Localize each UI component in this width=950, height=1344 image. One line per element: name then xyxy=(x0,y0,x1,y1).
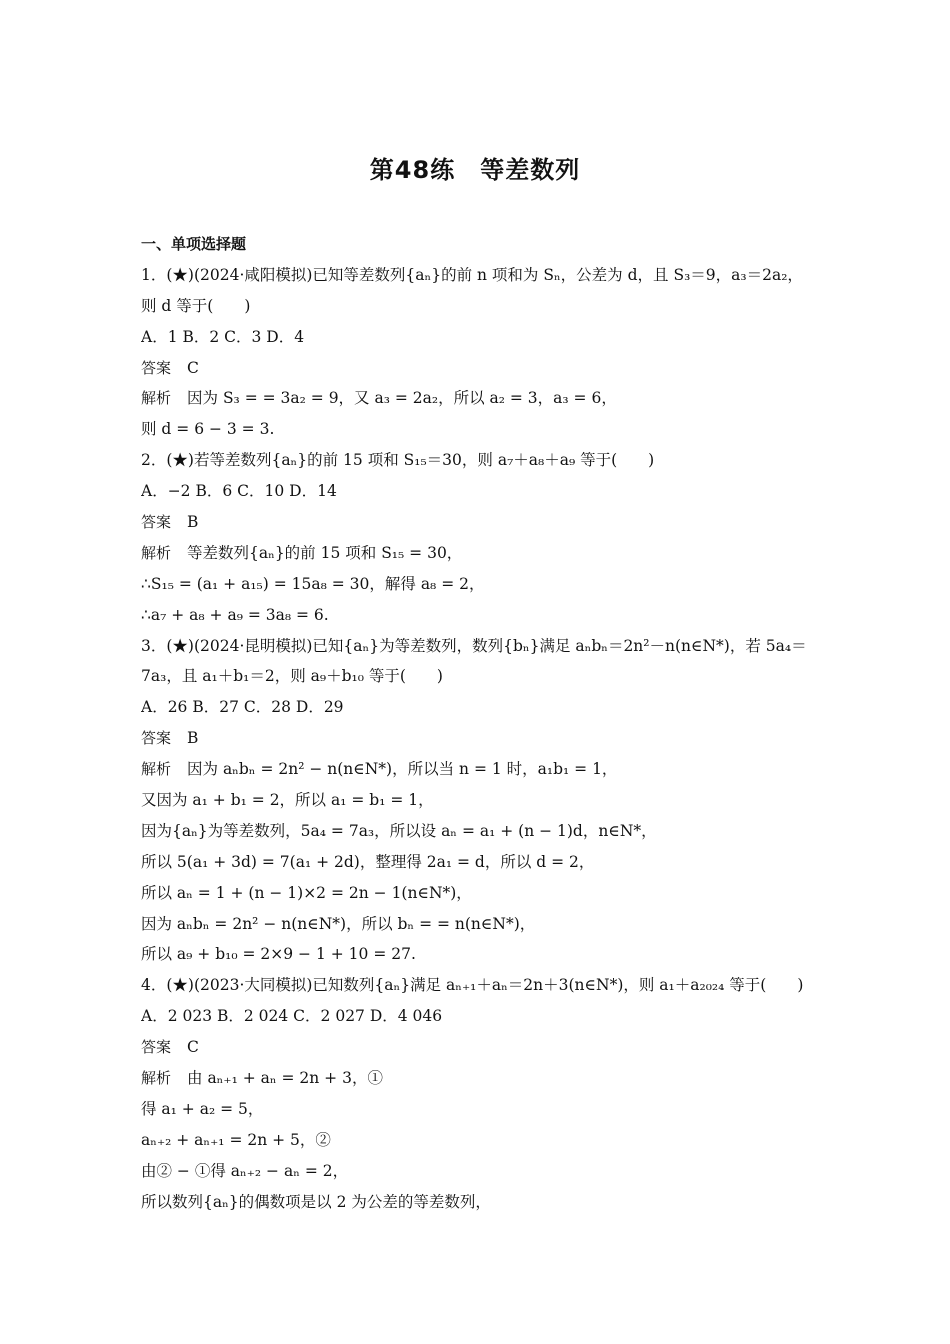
text-text: ∴a₇ + a₈ + a₉ = 3a₈ = 6. xyxy=(141,605,329,624)
text-line xyxy=(141,414,821,445)
question-line xyxy=(141,445,821,476)
text-line xyxy=(141,1156,821,1187)
text-line xyxy=(141,600,821,631)
analysis-label: 解析 xyxy=(141,389,172,408)
question-line xyxy=(141,260,821,291)
analysis-label: 解析 xyxy=(141,760,172,779)
text-text: 因为 aₙbₙ = 2n² − n(n∈N*)，所以 bₙ = = n(n∈N*)， xyxy=(141,914,536,933)
text-line xyxy=(141,878,821,909)
analysis-label: 解析 xyxy=(141,1069,172,1088)
answer-line xyxy=(141,1063,821,1094)
section-text: 一、单项选择题 xyxy=(141,235,247,253)
answer-label: 答案 xyxy=(141,729,172,748)
options-text: A．1 B．2 C．3 D．4 xyxy=(141,327,305,346)
text-line xyxy=(141,939,821,970)
options-line xyxy=(141,322,821,353)
text-text: 所以数列{aₙ}的偶数项是以 2 为公差的等差数列， xyxy=(141,1192,491,1211)
question-text: 7a₃，且 a₁＋b₁＝2，则 a₉＋b₁₀ 等于( ) xyxy=(141,667,443,686)
question-text: 则 d 等于( ) xyxy=(141,296,251,315)
options-text: A．26 B．27 C．28 D．29 xyxy=(141,698,344,717)
options-text: A．2 023 B．2 024 C．2 027 D．4 046 xyxy=(141,1007,443,1026)
text-text: 得 a₁ + a₂ = 5， xyxy=(141,1099,264,1118)
answer-text: 因为 S₃ = = 3a₂ = 9，又 a₃ = 2a₂，所以 a₂ = 3，a₃ = 6， xyxy=(187,389,617,408)
text-line xyxy=(141,1094,821,1125)
answer-label: 答案 xyxy=(141,513,172,532)
text-text: 所以 aₙ = 1 + (n − 1)×2 = 2n − 1(n∈N*)， xyxy=(141,883,472,902)
question-line xyxy=(141,661,821,692)
answer-line xyxy=(141,538,821,569)
answer-text: B xyxy=(187,729,199,748)
text-text: 又因为 a₁ + b₁ = 2，所以 a₁ = b₁ = 1， xyxy=(141,791,434,810)
answer-text: 由 aₙ₊₁ + aₙ = 2n + 3，① xyxy=(187,1069,383,1088)
text-text: 因为{aₙ}为等差数列，5a₄ = 7a₃，所以设 aₙ = a₁ + (n − 1)d，n∈N*， xyxy=(141,821,657,840)
question-text: 3．(★)(2024·昆明模拟)已知{aₙ}为等差数列，数列{bₙ}满足 aₙbₙ＝2n²－n(n∈N*)，若 5a₄＝ xyxy=(141,636,807,655)
answer-line xyxy=(141,507,821,538)
page-title: 第48练 等差数列 xyxy=(369,156,581,184)
section-line xyxy=(141,229,821,260)
text-line xyxy=(141,569,821,600)
text-text: ∴S₁₅ = (a₁ + a₁₅) = 15a₈ = 30，解得 a₈ = 2， xyxy=(141,574,485,593)
text-line xyxy=(141,909,821,940)
text-line xyxy=(141,785,821,816)
text-line xyxy=(141,847,821,878)
text-line xyxy=(141,1187,821,1218)
answer-line xyxy=(141,1032,821,1063)
question-line xyxy=(141,970,821,1001)
answer-text: C xyxy=(187,358,199,377)
text-text: 所以 5(a₁ + 3d) = 7(a₁ + 2d)，整理得 2a₁ = d，所以 d = 2， xyxy=(141,852,595,871)
options-text: A．−2 B．6 C．10 D．14 xyxy=(141,482,337,501)
question-line xyxy=(141,631,821,662)
answer-text: 等差数列{aₙ}的前 15 项和 S₁₅ = 30， xyxy=(187,543,463,562)
question-text: 1．(★)(2024·咸阳模拟)已知等差数列{aₙ}的前 n 项和为 Sₙ，公差为 d，且 S₃＝9，a₃＝2a₂， xyxy=(141,265,803,284)
text-text: 则 d = 6 − 3 = 3. xyxy=(141,420,275,439)
answer-line xyxy=(141,754,821,785)
answer-line xyxy=(141,383,821,414)
answer-text: B xyxy=(187,513,199,532)
answer-text: 因为 aₙbₙ = 2n² − n(n∈N*)，所以当 n = 1 时，a₁b₁ = 1， xyxy=(187,760,618,779)
answer-line xyxy=(141,353,821,384)
answer-line xyxy=(141,723,821,754)
answer-label: 答案 xyxy=(141,358,172,377)
question-text: 4．(★)(2023·大同模拟)已知数列{aₙ}满足 aₙ₊₁＋aₙ＝2n＋3(n∈N*)，则 a₁＋a₂₀₂₄ 等于( ) xyxy=(141,976,804,995)
text-line xyxy=(141,816,821,847)
question-line xyxy=(141,291,821,322)
answer-text: C xyxy=(187,1038,199,1057)
analysis-label: 解析 xyxy=(141,543,172,562)
options-line xyxy=(141,476,821,507)
text-text: 由② − ①得 aₙ₊₂ − aₙ = 2， xyxy=(141,1161,349,1180)
options-line xyxy=(141,1001,821,1032)
text-text: aₙ₊₂ + aₙ₊₁ = 2n + 5，② xyxy=(141,1130,331,1149)
text-line xyxy=(141,1125,821,1156)
options-line xyxy=(141,692,821,723)
answer-label: 答案 xyxy=(141,1038,172,1057)
exercise-body xyxy=(141,229,821,1218)
question-text: 2．(★)若等差数列{aₙ}的前 15 项和 S₁₅＝30，则 a₇＋a₈＋a₉ 等于( ) xyxy=(141,451,655,470)
text-text: 所以 a₉ + b₁₀ = 2×9 − 1 + 10 = 27. xyxy=(141,945,416,964)
